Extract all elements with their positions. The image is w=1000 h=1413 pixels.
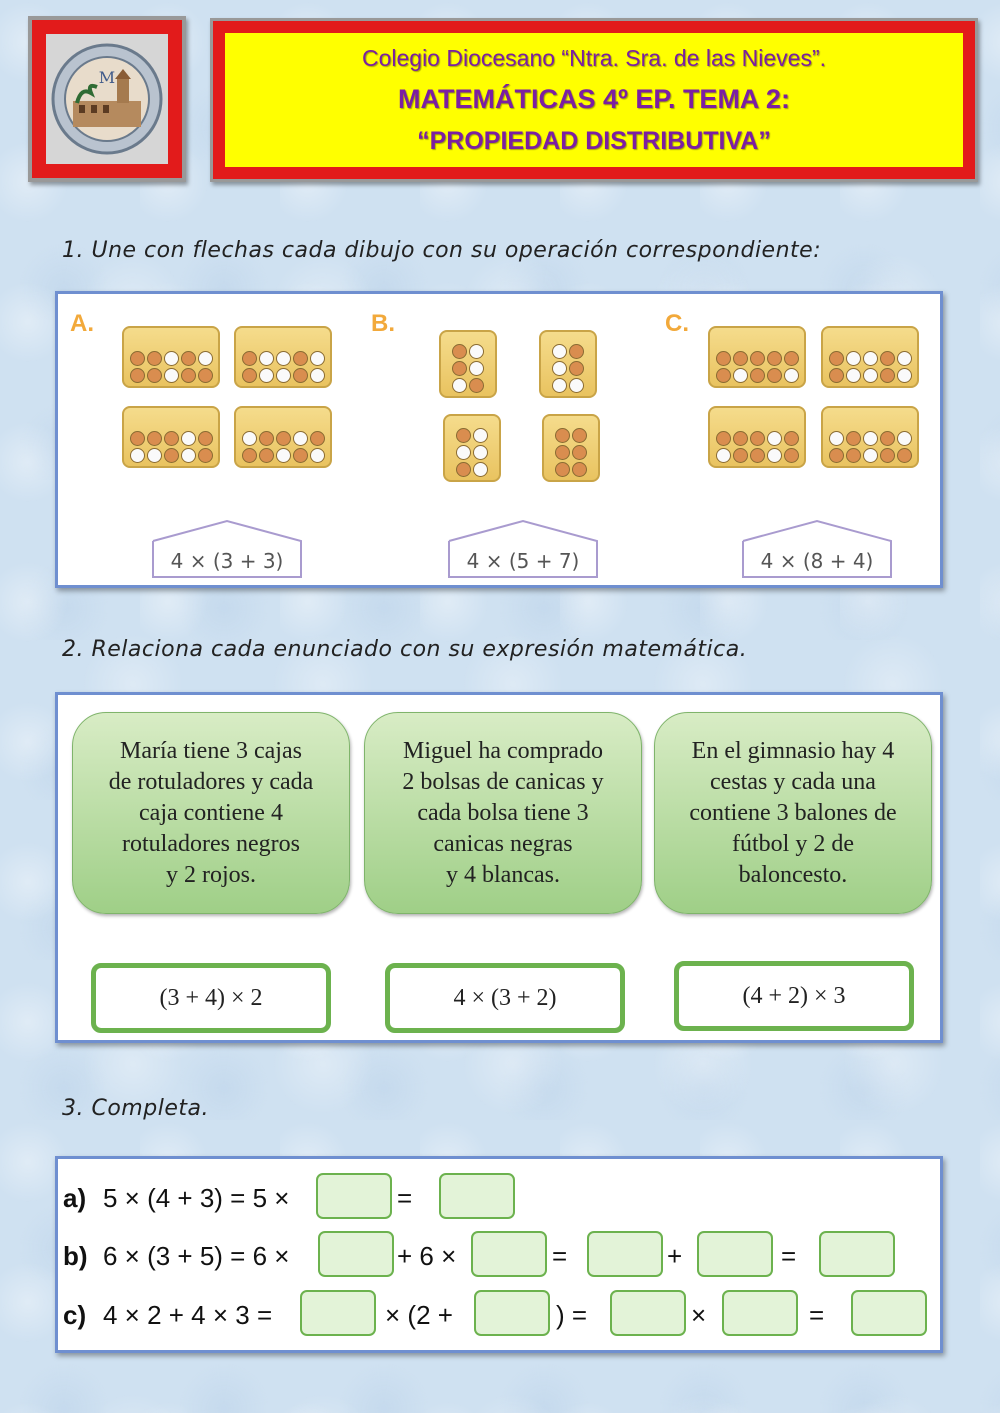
egg-carton-icon (821, 326, 919, 388)
row-label: b) (63, 1241, 88, 1271)
row-text: ) = (556, 1300, 588, 1330)
answer-box[interactable] (851, 1290, 927, 1336)
egg-carton-icon (542, 414, 600, 482)
answer-box[interactable] (722, 1290, 798, 1336)
row-text: + (667, 1241, 683, 1271)
egg-carton-icon (234, 406, 332, 468)
row-text: 5 × (4 + 3) = 5 × (103, 1183, 290, 1213)
expression-box[interactable]: (3 + 4) × 2 (91, 963, 331, 1033)
egg-carton-icon (443, 414, 501, 482)
statement-card[interactable]: Miguel ha comprado 2 bolsas de canicas y cada bolsa tiene 3 canicas negras y 4 blancas. (364, 712, 642, 914)
row-label: c) (63, 1300, 87, 1330)
expression-box[interactable]: 4 × (3 + 2) (385, 963, 625, 1033)
exercise3-row-a (63, 1173, 923, 1223)
answer-box[interactable] (439, 1173, 515, 1219)
answer-box[interactable] (587, 1231, 663, 1277)
topic-title: “PROPIEDAD DISTRIBUTIVA” (417, 126, 771, 155)
subject-title: MATEMÁTICAS 4º EP. TEMA 2: (398, 83, 790, 114)
statement-card[interactable]: María tiene 3 cajas de rotuladores y cada caja contiene 4 rotuladores negros y 2 rojos. (72, 712, 350, 914)
egg-carton-icon (234, 326, 332, 388)
row-text: = (781, 1241, 797, 1271)
egg-carton-icon (439, 330, 497, 398)
school-name: Colegio Diocesano “Ntra. Sra. de las Nieves”. (361, 44, 827, 71)
title-banner (210, 18, 978, 182)
exercise2-panel (55, 692, 943, 1043)
exercise3-instruction: 3. Completa. (62, 1096, 209, 1121)
svg-text:M: M (98, 68, 116, 87)
answer-box[interactable] (471, 1231, 547, 1277)
school-logo (28, 16, 186, 182)
picture-letter-a: A. (70, 310, 94, 337)
operation-label[interactable]: 4 × (8 + 4) (741, 519, 893, 581)
egg-carton-icon (821, 406, 919, 468)
row-text: 4 × 2 + 4 × 3 = (103, 1300, 273, 1330)
row-text: × (691, 1300, 707, 1330)
row-text: 6 × (3 + 5) = 6 × (103, 1241, 290, 1271)
egg-carton-icon (122, 406, 220, 468)
school-seal-icon (51, 43, 163, 155)
picture-letter-c: C. (665, 310, 689, 337)
exercise2-instruction: 2. Relaciona cada enunciado con su expresión matemática. (62, 637, 748, 662)
answer-box[interactable] (697, 1231, 773, 1277)
egg-carton-icon (708, 326, 806, 388)
egg-carton-icon (122, 326, 220, 388)
row-label: a) (63, 1183, 87, 1213)
egg-carton-icon (708, 406, 806, 468)
answer-box[interactable] (610, 1290, 686, 1336)
answer-box[interactable] (474, 1290, 550, 1336)
answer-box[interactable] (318, 1231, 394, 1277)
operation-label[interactable]: 4 × (5 + 7) (447, 519, 599, 581)
exercise3-row-c (63, 1290, 933, 1340)
row-text: = (809, 1300, 825, 1330)
exercise3-row-b (63, 1231, 923, 1281)
row-text: + 6 × (397, 1241, 457, 1271)
picture-letter-b: B. (371, 310, 395, 337)
row-text: × (2 + (385, 1300, 453, 1330)
operation-label[interactable]: 4 × (3 + 3) (151, 519, 303, 581)
exercise1-panel (55, 291, 943, 588)
answer-box[interactable] (300, 1290, 376, 1336)
exercise1-instruction: 1. Une con flechas cada dibujo con su operación correspondiente: (62, 238, 822, 263)
answer-box[interactable] (316, 1173, 392, 1219)
row-text: = (552, 1241, 568, 1271)
row-text: = (397, 1183, 413, 1213)
expression-box[interactable]: (4 + 2) × 3 (674, 961, 914, 1031)
egg-carton-icon (539, 330, 597, 398)
statement-card[interactable]: En el gimnasio hay 4 cestas y cada una contiene 3 balones de fútbol y 2 de baloncesto. (654, 712, 932, 914)
answer-box[interactable] (819, 1231, 895, 1277)
